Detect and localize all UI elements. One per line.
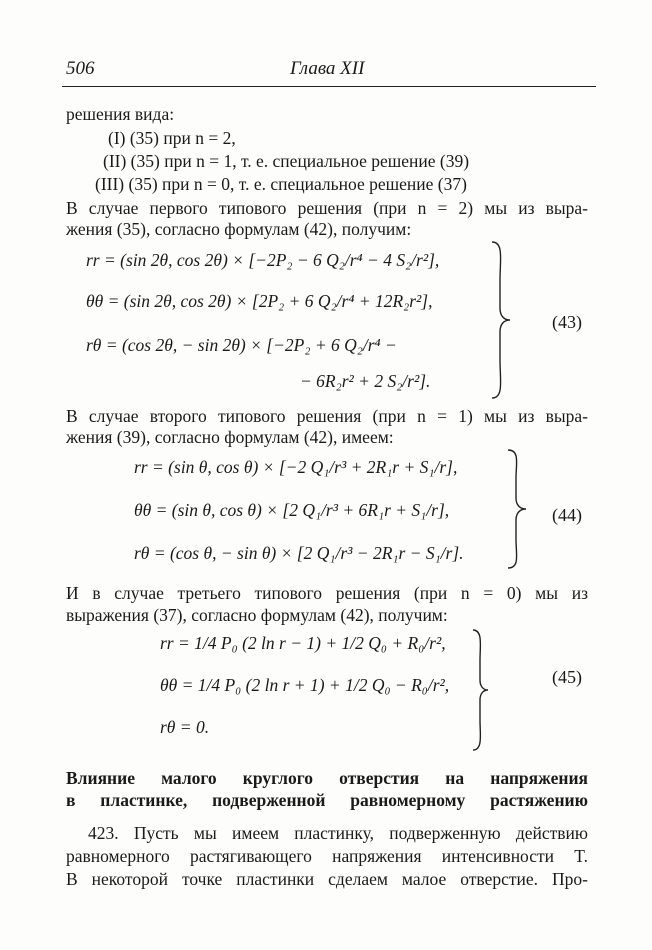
para-423-line3: В некоторой точке пластинки сделаем малое отверстие. Про-	[66, 869, 588, 889]
para-423-line1: 423. Пусть мы имеем пластинку, подверженную действию	[88, 823, 588, 843]
case2-text-line2: жения (39), согласно формулам (42), имеем:	[66, 427, 394, 447]
equation-43-rr: rr = (sin 2θ, cos 2θ) × [−2P₂ − 6 Q₂/r⁴ − 4 S₂/r²],	[86, 250, 440, 270]
equation-tag-43: (43)	[552, 312, 582, 332]
equation-43-rt-line1: rθ = (cos 2θ, − sin 2θ) × [−2P₂ + 6 Q₂/r⁴ −	[86, 335, 397, 355]
chapter-title: Глава XII	[290, 58, 365, 79]
brace-45	[470, 628, 492, 752]
para-423-line2: равномерного растягивающего напряжения интенсивности T.	[66, 846, 588, 866]
equation-44-tt: θθ = (sin θ, cos θ) × [2 Q₁/r³ + 6R₁r + S₁/r],	[134, 500, 450, 520]
equation-45-rt: rθ = 0.	[160, 717, 210, 737]
brace-43	[488, 240, 514, 400]
equation-43-tt: θθ = (sin 2θ, cos 2θ) × [2P₂ + 6 Q₂/r⁴ + 12R₂r²],	[86, 291, 433, 311]
brace-44	[504, 448, 530, 570]
intro-case-1: (I) (35) при n = 2,	[108, 128, 236, 148]
case3-text-line2: выражения (37), согласно формулам (42), получим:	[66, 605, 448, 625]
equation-45-rr: rr = 1/4 P₀ (2 ln r − 1) + 1/2 Q₀ + R₀/r²,	[160, 633, 446, 653]
equation-tag-44: (44)	[552, 505, 582, 525]
intro-lead: решения вида:	[66, 104, 175, 124]
case1-text-line1: В случае первого типового решения (при n = 2) мы из выра-	[66, 198, 588, 218]
equation-44-rr: rr = (sin θ, cos θ) × [−2 Q₁/r³ + 2R₁r + S₁/r],	[134, 457, 458, 477]
section-title-line2: в пластинке, подверженной равномерному растяжению	[66, 790, 588, 810]
equation-tag-45: (45)	[552, 667, 582, 687]
intro-case-3: (III) (35) при n = 0, т. е. специальное решение (37)	[95, 174, 467, 194]
equation-44-rt: rθ = (cos θ, − sin θ) × [2 Q₁/r³ − 2R₁r − S₁/r].	[134, 543, 464, 563]
intro-case-2: (II) (35) при n = 1, т. е. специальное решение (39)	[103, 151, 470, 171]
case2-text-line1: В случае второго типового решения (при n = 1) мы из выра-	[66, 406, 588, 426]
equation-43-rt-line2: − 6R₂r² + 2 S₂/r²].	[300, 371, 431, 391]
equation-45-tt: θθ = 1/4 P₀ (2 ln r + 1) + 1/2 Q₀ − R₀/r²,	[160, 675, 450, 695]
page-number: 506	[66, 58, 95, 79]
case1-text-line2: жения (35), согласно формулам (42), получим:	[66, 219, 412, 239]
case3-text-line1: И в случае третьего типового решения (при n = 0) мы из	[66, 583, 588, 603]
header-rule	[62, 86, 596, 87]
section-title-line1: Влияние малого круглого отверстия на напряжения	[66, 768, 588, 788]
